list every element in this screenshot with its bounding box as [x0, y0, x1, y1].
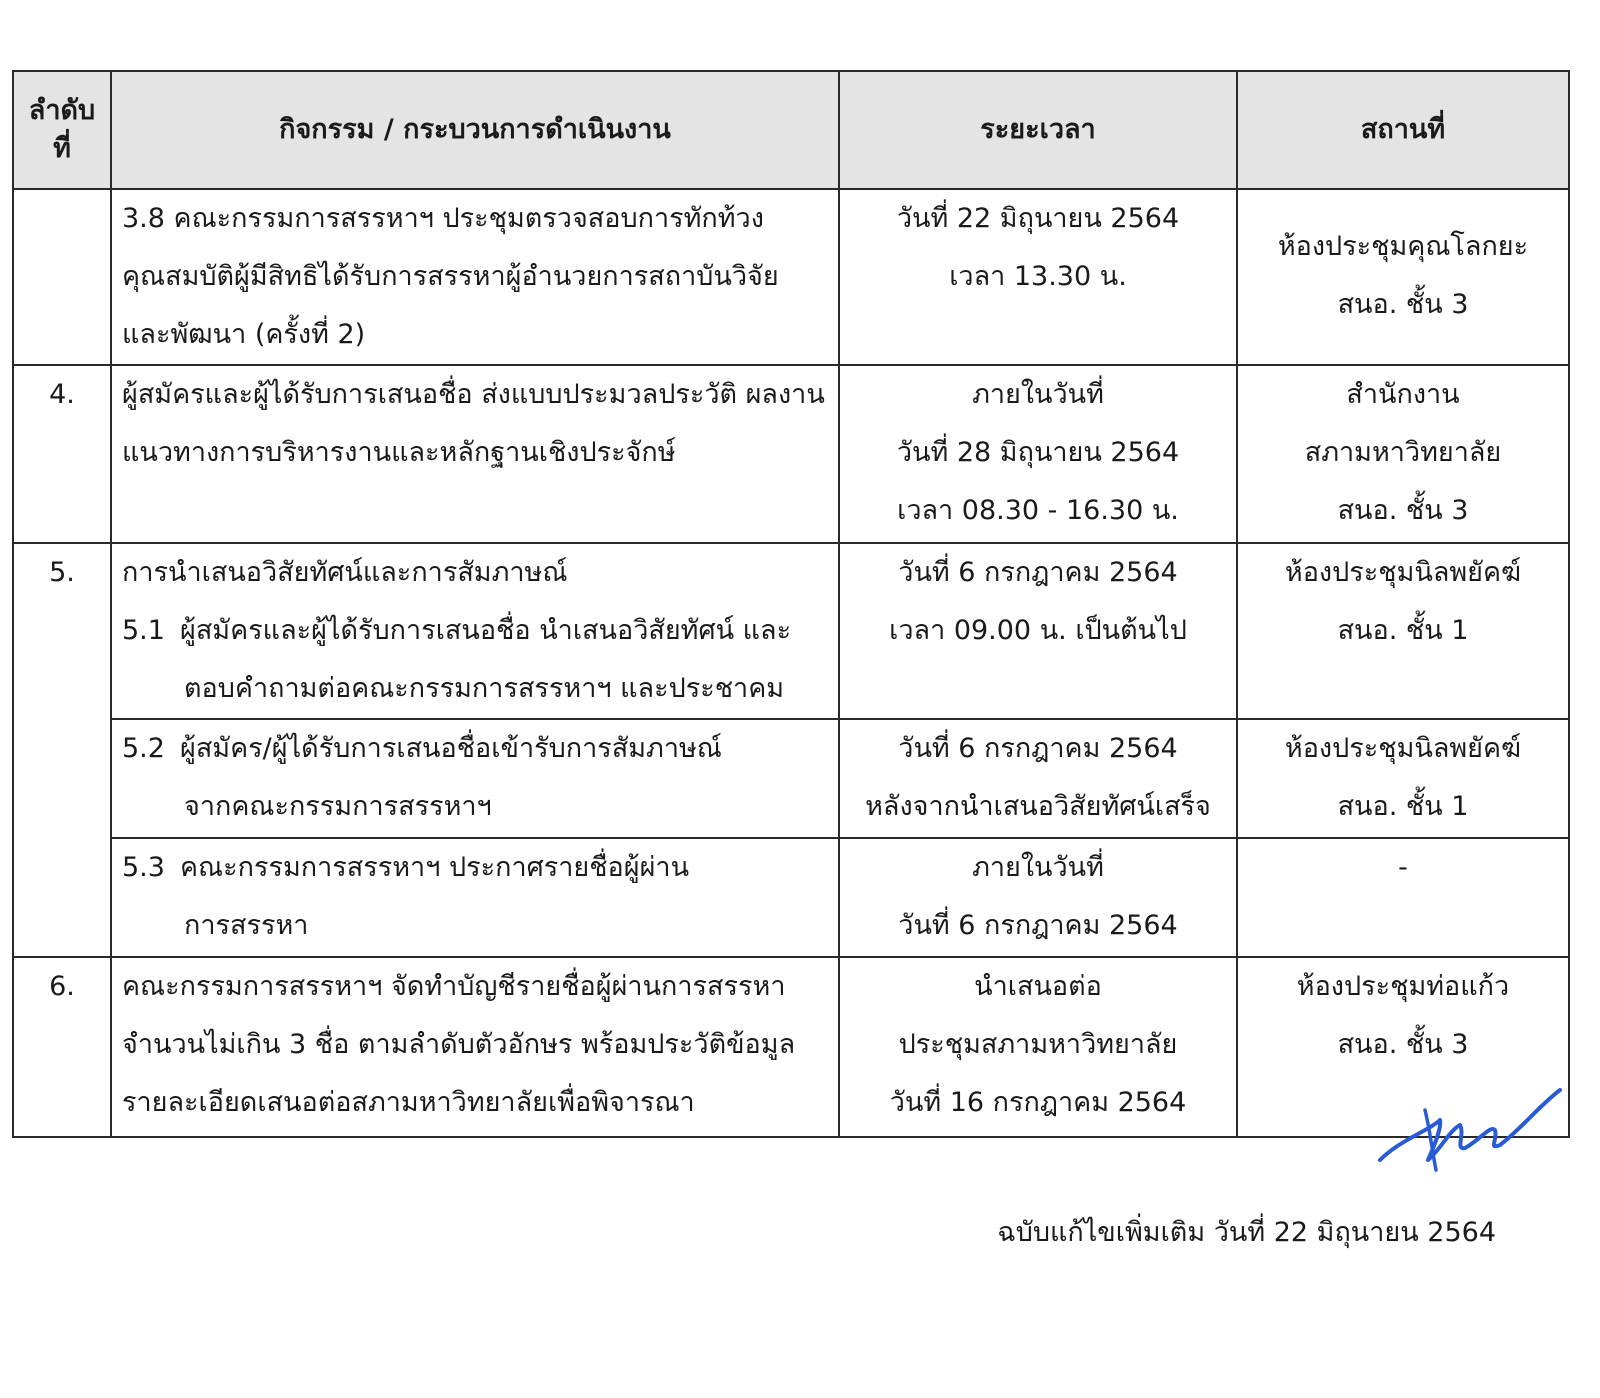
row-place: ห้องประชุมนิลพยัคฆ์ สนอ. ชั้น 1 — [1237, 719, 1569, 838]
header-activity: กิจกรรม / กระบวนการดำเนินงาน — [111, 71, 839, 189]
row-activity: 3.8 คณะกรรมการสรรหาฯ ประชุมตรวจสอบการทักท้วง คุณสมบัติผู้มีสิทธิได้รับการสรรหาผู้อำนวยการสถาบันวิจัย และพัฒนา (ครั้งที่ 2) — [111, 189, 839, 365]
header-number: ลำดับ ที่ — [13, 71, 111, 189]
header-time: ระยะเวลา — [839, 71, 1237, 189]
row-place: สำนักงาน สภามหาวิทยาลัย สนอ. ชั้น 3 — [1237, 365, 1569, 543]
row-place: ห้องประชุมคุณโลกยะ สนอ. ชั้น 3 — [1237, 189, 1569, 365]
row-activity: 5.2 ผู้สมัคร/ผู้ได้รับการเสนอชื่อเข้ารับการสัมภาษณ์ จากคณะกรรมการสรรหาฯ — [111, 719, 839, 838]
table-row — [13, 957, 1569, 1137]
row-number — [13, 189, 111, 365]
row-number: 4. — [13, 365, 111, 543]
row-activity: ผู้สมัครและผู้ได้รับการเสนอชื่อ ส่งแบบประมวลประวัติ ผลงาน แนวทางการบริหารงานและหลักฐานเชิงประจักษ์ — [111, 365, 839, 543]
table-row — [13, 365, 1569, 543]
row-activity: คณะกรรมการสรรหาฯ จัดทำบัญชีรายชื่อผู้ผ่านการสรรหา จำนวนไม่เกิน 3 ชื่อ ตามลำดับตัวอักษร พร้อมประวัติข้อมูล รายละเอียดเสนอต่อสภามหาวิทยาลัยเพื่อพิจารณา — [111, 957, 839, 1137]
row-activity: 5.3 คณะกรรมการสรรหาฯ ประกาศรายชื่อผู้ผ่าน การสรรหา — [111, 838, 839, 957]
row-time: ภายในวันที่ วันที่ 28 มิถุนายน 2564 เวลา 08.30 - 16.30 น. — [839, 365, 1237, 543]
row-time: นำเสนอต่อ ประชุมสภามหาวิทยาลัย วันที่ 16 กรกฎาคม 2564 — [839, 957, 1237, 1137]
signature-icon — [1370, 1060, 1570, 1180]
table-header-row — [13, 71, 1569, 189]
row-place: ห้องประชุมนิลพยัคฆ์ สนอ. ชั้น 1 — [1237, 543, 1569, 719]
table-row — [13, 838, 1569, 957]
row-time: ภายในวันที่ วันที่ 6 กรกฎาคม 2564 — [839, 838, 1237, 957]
row-activity: การนำเสนอวิสัยทัศน์และการสัมภาษณ์ 5.1 ผู้สมัครและผู้ได้รับการเสนอชื่อ นำเสนอวิสัยทัศน์ และ ตอบคำถามต่อคณะกรรมการสรรหาฯ และประชาคม — [111, 543, 839, 719]
table-row — [13, 719, 1569, 838]
row-time: วันที่ 22 มิถุนายน 2564 เวลา 13.30 น. — [839, 189, 1237, 365]
table-row — [13, 543, 1569, 719]
header-place: สถานที่ — [1237, 71, 1569, 189]
row-number: 5. — [13, 543, 111, 957]
row-place: - — [1237, 838, 1569, 957]
row-time: วันที่ 6 กรกฎาคม 2564 เวลา 09.00 น. เป็นต้นไป — [839, 543, 1237, 719]
table-row — [13, 189, 1569, 365]
schedule-table — [12, 70, 1570, 1138]
row-time: วันที่ 6 กรกฎาคม 2564 หลังจากนำเสนอวิสัยทัศน์เสร็จ — [839, 719, 1237, 838]
revision-note: ฉบับแก้ไขเพิ่มเติม วันที่ 22 มิถุนายน 2564 — [997, 1217, 1496, 1248]
row-place: ห้องประชุมท่อแก้ว สนอ. ชั้น 3 — [1237, 957, 1569, 1137]
row-number: 6. — [13, 957, 111, 1137]
